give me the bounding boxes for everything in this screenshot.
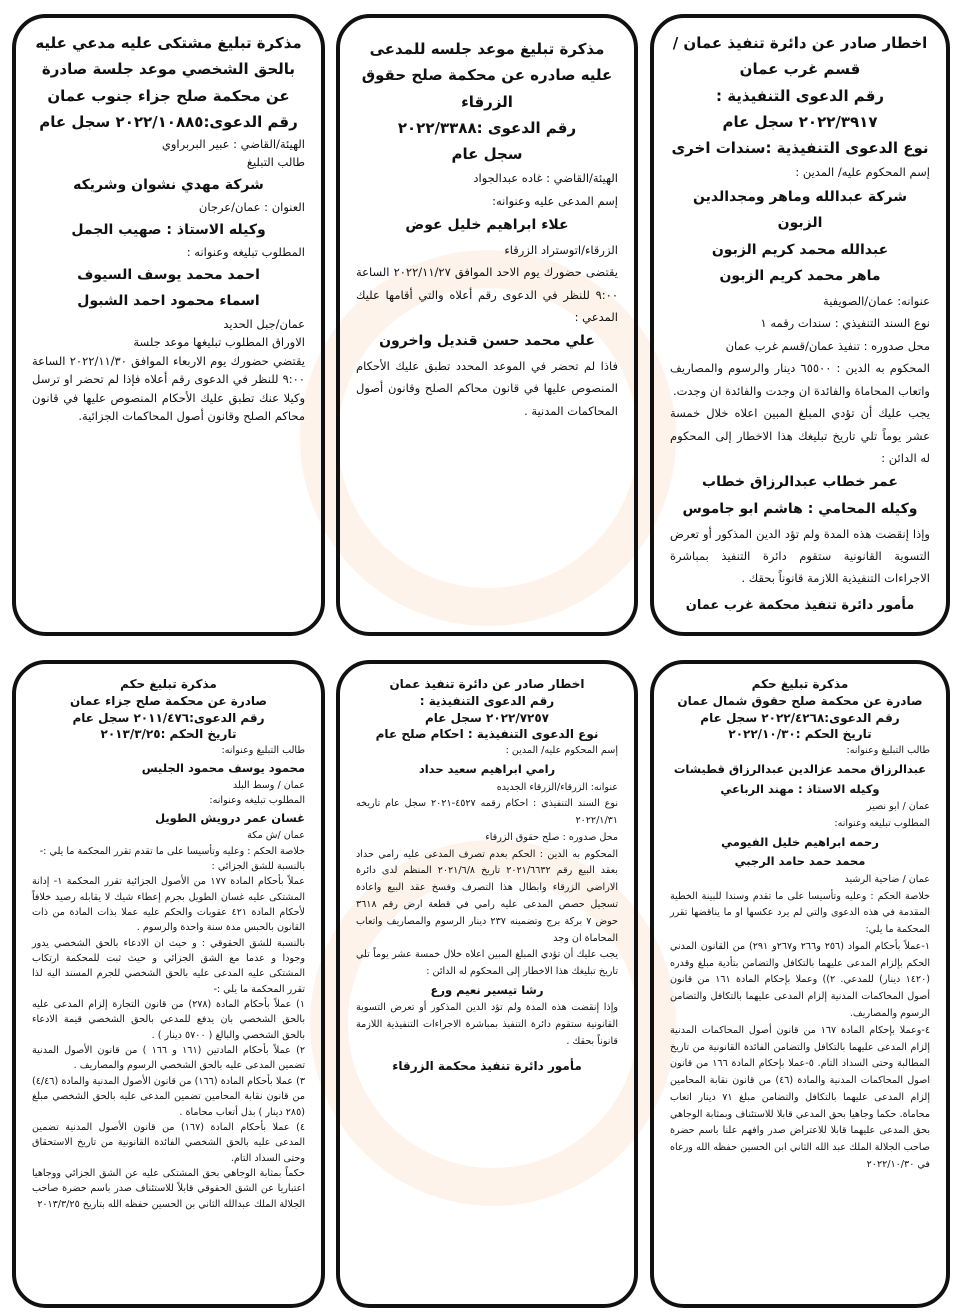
notice-text: خلاصة الحكم : وعليه وتأسيسا على ما تقدم وسندا للبينة الخطية المقدمة في هذه الدعوى والتي لم يرد عكسها او ما يناقضها تقرر المحكمة ما يلي: (670, 890, 930, 936)
notice-heading: مذكرة تبليغ موعد جلسه للمدعى عليه صادره عن محكمة صلح حقوق الزرقاء (361, 40, 613, 111)
notice-heading: مذكرة تبليغ حكم (120, 677, 217, 691)
notice-text: يجب عليك أن تؤدي المبلغ المبين اعلاه خلال خمسة عشر يوماً تلي تاريخ تبليغك هذا الاخطار إلى المحكوم له الدائن : (356, 949, 618, 978)
notice-text: وإذا إنقضت هذه المدة ولم تؤد الدين المذكور أو تعرض التسوية القانونية ستقوم دائرة التنفيذ بمباشرة الاجراءات التنفيذية اللازمة قانوناً بحقك . (356, 1002, 618, 1047)
notice-heading: ٢٠٢٢/٧٢٥٧ سجل عام (425, 710, 549, 725)
notice-text: ٢) عملاً بأحكام المادتين (١٦١ و ١٦٦ ) من قانون الأصول المدنية تضمين المدعى عليه بالحق الشخصي الرسوم والمصاريف . (32, 1045, 306, 1072)
party-name: رحمه ابراهيم خليل الفيومي (721, 834, 879, 849)
notice-text: الزرقاء/اتوستراد الزرقاء (504, 242, 618, 257)
notice-text: ٣) عملا بأحكام المادة (١٦٦) من قانون الأصول المدنية والمادة (٤/٤٦) من قانون نقابة المحامين تضمين المدعى عليه بالحق الشخصي مبلغ (٢٨٥ دينار ) بدل أتعاب محاماة . (32, 1075, 305, 1118)
party-name: شركة مهدي نشوان وشريكه (73, 176, 264, 193)
notice-heading: مذكرة تبليغ مشتكى عليه مدعي عليه بالحق الشخصي موعد جلسة صادرة عن محكمة صلح جزاء جنوب عمان (35, 34, 302, 105)
notice-heading: تاريخ الحكم :٢٠٢٢/١٠/٣٠ (728, 727, 872, 742)
notice-text: محل صدوره : تنفيذ عمان/قسم غرب عمان (725, 338, 930, 353)
party-name: علي محمد حسن قنديل واخرون (379, 333, 595, 350)
notice-text: إسم المحكوم عليه/ المدين : (505, 745, 618, 757)
notice-text: فاذا لم تحضر في الموعد المحدد تطبق عليك الأحكام المنصوص عليها في قانون محاكم الصلح وقانون أصول المحاكمات المدنية . (356, 358, 618, 418)
party-name: رشا تيسير نعيم ورع (430, 982, 544, 997)
notice-text: عمان /ش مكة (247, 830, 305, 842)
notice-text: المطلوب تبليغه وعنوانه: (834, 817, 930, 829)
notice-text: عملاً بأحكام المادة ١٧٧ من الأصول الجزائية تقرر المحكمة ١- إدانة المشتكى عليه غسان الطويل بجرم إعطاء شيك لا يقابله رصيد خلافاً لأحكام المادة ٤٢١ عقوبات والحكم عليه عملا بذات المادة من ذات القانون بالحبس مدة سنة واحدة والرسوم . (32, 876, 305, 934)
notice-heading: صادرة عن محكمة صلح جزاء عمان (69, 693, 267, 708)
notice-execution-zarqa (336, 660, 638, 1308)
notice-text: عنوانه: الزرقاء/الزرقاء الجديده (496, 781, 618, 793)
party-name: محمود يوسف محمود الجليس (141, 760, 305, 775)
notice-text: المحكوم به الدين : الحكم بعدم تصرف المدعى عليه رامي حداد بعقد البيع رقم ٢٠٢١/٦٦٣٢ تاريخ ٢٠٢١/٦/٨ المنظم لدى دائرة الاراضي الزرقاء وابطال هذا التصرف وفسخ عقد البيع واعادة تسجيل حصص المدعى عليه رامي في قطعة ارض رقم ٣٦١٨ حوض ٧ بركة برج وتضمينه ٢٣٧ دينار الرسوم والمصاريف واتعاب المحاماة ان وجد (356, 848, 618, 944)
notice-text: يجب عليك أن تؤدي المبلغ المبين اعلاه خلال خمسة عشر يوماً تلي تاريخ تبليغك هذا الاخطار إلى المحكوم له الدائن : (670, 406, 930, 465)
notice-text: طالب التبليغ (246, 155, 305, 170)
notice-text: يقتضى حضورك يوم الاحد الموافق ٢٠٢٢/١١/٢٧ الساعة ٩:٠٠ للنظر في الدعوى رقم أعلاه والتي أقامها عليك المدعي : (356, 265, 618, 324)
notice-text: طالب التبليغ وعنوانه: (846, 745, 930, 757)
notice-heading: رقم الدعوى:٢٠٢٢/١٠٨٨٥ سجل عام (39, 112, 298, 131)
notice-heading: مذكرة تبليغ حكم (751, 677, 849, 691)
notice-text: محل صدوره : صلح حقوق الزرقاء (485, 831, 618, 843)
party-name: وكيله المحامي : هاشم ابو جاموس (682, 501, 918, 518)
notice-text: طالب التبليغ وعنوانه: (221, 745, 305, 757)
notice-text: عمان / وسط البلد (232, 780, 305, 792)
notice-text: الهيئة/القاضي : غاده عبدالجواد (473, 171, 618, 186)
party-name: ماهر محمد كريم الزبون (719, 268, 881, 285)
party-name: وكيله الاستاذ : صهيب الجمل (71, 221, 266, 238)
notice-heading: نوع الدعوى التنفيذية :سندات اخرى (671, 139, 929, 157)
party-name: عبدالله محمد كريم الزبون (711, 241, 889, 258)
notice-session-zarqa (336, 14, 638, 636)
notice-text: إسم المحكوم عليه/ المدين : (795, 165, 930, 180)
party-name: احمد محمد يوسف السيوف (77, 266, 260, 283)
notice-heading: ٢٠٢٢/٣٩١٧ سجل عام (722, 112, 878, 131)
notice-text: ١) عملاً بأحكام المادة (٢٧٨) من قانون التجارة إلزام المدعى عليه بالحق الشخصي بان يدفع للمدعي بالحق الشخصي قيمة الادعاء بالحق الشخصي والبالغ ( ٥٧٠٠ دينار ) . (32, 999, 305, 1041)
notice-text: بالنسبة للشق الجزائي : (211, 861, 305, 872)
party-name: عبدالرزاق محمد عزالدين عبدالرزاق قطيشات (673, 761, 927, 776)
party-name: علاء ابراهيم خليل عوض (405, 217, 569, 234)
signature-line: مأمور دائرة تنفيذ محكمة غرب عمان (685, 597, 915, 613)
notice-text: إسم المدعى عليه وعنوانه: (492, 193, 618, 208)
notice-text: عنوانه: عمان/الصويفية (823, 294, 930, 309)
notice-heading: تاريخ الحكم :٢٠١٣/٣/٢٥ (100, 727, 237, 742)
party-name: اسماء محمود احمد الشبول (77, 293, 260, 310)
party-name: شركة عبدالله وماهر ومجدالدين الزبون (693, 188, 907, 232)
notice-text: العنوان : عمان/عرجان (198, 200, 305, 215)
notice-text: الهيئة/القاضي : عبير البربراوي (161, 137, 305, 151)
notice-text: وإذا إنقضت هذه المدة ولم تؤد الدين المذكور أو تعرض التسوية القانونية ستقوم دائرة التنفيذ بمباشرة الاجراءات التنفيذية اللازمة قانوناً بحقك . (670, 526, 930, 586)
notice-heading: اخطار صادر عن دائرة تنفيذ عمان / قسم غرب عمان (672, 34, 928, 79)
notice-heading: اخطار صادر عن دائرة تنفيذ عمان (389, 677, 585, 691)
signature-line: مأمور دائرة تنفيذ محكمة الزرقاء (392, 1058, 582, 1073)
notice-heading: رقم الدعوى التنفيذية : (419, 693, 555, 708)
notice-heading: رقم الدعوى :٢٠٢٢/٣٣٨٨ (397, 118, 577, 137)
notice-session-south-amman (12, 14, 325, 636)
notice-text: عمان/جبل الحديد (223, 316, 305, 331)
notice-heading: نوع الدعوى التنفيذية : احكام صلح عام (375, 727, 599, 742)
notice-text: نوع السند التنفيذي : سندات رقمه ١ (760, 316, 930, 331)
party-name: رامي ابراهيم سعيد حداد (418, 761, 556, 776)
notice-text: خلاصة الحكم : وعليه وتأسيسا على ما تقدم تقرر المحكمة ما يلي :- (39, 845, 305, 857)
notice-execution-west-amman (650, 14, 950, 636)
notice-heading: رقم الدعوى التنفيذية : (715, 86, 885, 105)
notice-text: ٤) عملا بأحكام المادة (١٦٧) من قانون الأصول المدنية تضمين المدعى عليه بالحق الشخصي الفائدة القانونية من تاريخ الاستحقاق وحتى السداد التام. (32, 1121, 305, 1164)
party-name: وكيله الاستاذ : مهند الرباعي (720, 781, 880, 796)
notice-text: عمان / ابو نصير (866, 801, 930, 813)
notice-text: ١-عملاً بأحكام المواد (٢٥٦ و٢٦٦ و٢٦٧و ٢٩١) من القانون المدني الحكم بإلزام المدعى عليهما بالتكافل والتضامن بتأدية مبلغ وقدره (١٤٢٠ دينار) للمدعي. ٢)) وعملا بإحكام المادة ١٦١ من قانون أصول المحاكمات المدنية إلزام المدعى عليهما بالتكافل والتضامن الرسوم والمصاريف. (670, 940, 930, 1019)
party-name: غسان عمر درويش الطويل (155, 810, 305, 825)
notice-text: المطلوب تبليغه وعنوانه: (209, 795, 305, 807)
notice-judgment-north-amman (650, 660, 950, 1308)
notice-text: يقتضي حضورك يوم الاربعاء الموافق ٢٠٢٢/١١/٣٠ الساعة ٩:٠٠ للنظر في الدعوى رقم أعلاه فإذا لم تحضر او ترسل وكيلا عنك تطبق عليك الأحكام المنصوص عليها في قانون محاكم الصلح وقانون أصول المحاكمات الجزائية. (32, 353, 305, 423)
notice-text: بالنسبة للشق الحقوقي : و حيث ان الادعاء بالحق الشخصي يدور وجودا و عدما مع الشق الجزائي و حيث ثبت للمحكمة ارتكاب المشتكى عليه المدعى عليه بالحق الشخصي للجرم المسند اليه لذا تقرر المحكمة ما يلي :- (32, 937, 305, 995)
notice-text: المحكوم به الدين : ٦٥٥٠٠ دينار والرسوم والمصاريف واتعاب المحاماة والفائدة ان وجدت والفائدة ان وجدت. (670, 361, 930, 398)
notice-text: نوع السند التنفيذي : احكام رقمه ٤٥٢٧-٢٠٢١ سجل عام تاريخه ٢٠٢٢/١/٣١ (356, 798, 619, 827)
notice-heading: رقم الدعوى:٢٠٢٢/٤٢٦٨ سجل عام (700, 710, 900, 725)
notice-text: عمان / ضاحية الرشيد (844, 873, 930, 885)
notice-heading: صادرة عن محكمة صلح حقوق شمال عمان (677, 693, 923, 708)
notice-text: المطلوب تبليغه وعنوانه : (186, 245, 305, 260)
notice-heading: سجل عام (451, 145, 523, 163)
notice-heading: رقم الدعوى:٢٠١١/٤٧٦ سجل عام (72, 710, 265, 725)
notice-text: الاوراق المطلوب تبليغها موعد جلسة (133, 335, 305, 350)
notice-text: ٤-وعملا بإحكام المادة ١٦٧ من قانون أصول المحاكمات المدنية إلزام المدعى عليهما بالتكافل والتضامن الفائدة القانونية من تاريخ المطالبة وحتى السداد التام. ٥-عملا بإحكام المادة ١٦٦ من قانون اصول المحاكمات المدنية والمادة (٤٦) من قانون نقابة المحامين إلزام المدعى عليهما بالتكافل والتضامن مبلغ ٧١ دينار اتعاب محاماة. حكما وجاهيا بحق المدعي قابلا للاستئناف وبمثابة الوجاهي بحق المدعى عليهما قابلا للاعتراض صدر وافهم علنا باسم حضرة صاحب الجلالة الملك عبد الله الثاني ابن الحسين حفظه الله ورعاه في ٢٠٢٢/١٠/٣٠ (670, 1024, 930, 1170)
party-name: محمد حمد حامد الرجبي (734, 854, 866, 869)
notice-judgment-amman-criminal (12, 660, 325, 1308)
notice-text: حكماً بمثابة الوجاهي بحق المشتكى عليه عن الشق الجزائي ووجاهيا اعتباريا عن الشق الحقوقي قابلاً للاستئناف صدر باسم حضرة صاحب الجلالة الملك عبدالله الثاني بن الحسين حفظه الله بتاريخ ٢٠١٣/٣/٢٥ (32, 1167, 305, 1210)
party-name: عمر خطاب عبدالرزاق خطاب (702, 474, 898, 491)
